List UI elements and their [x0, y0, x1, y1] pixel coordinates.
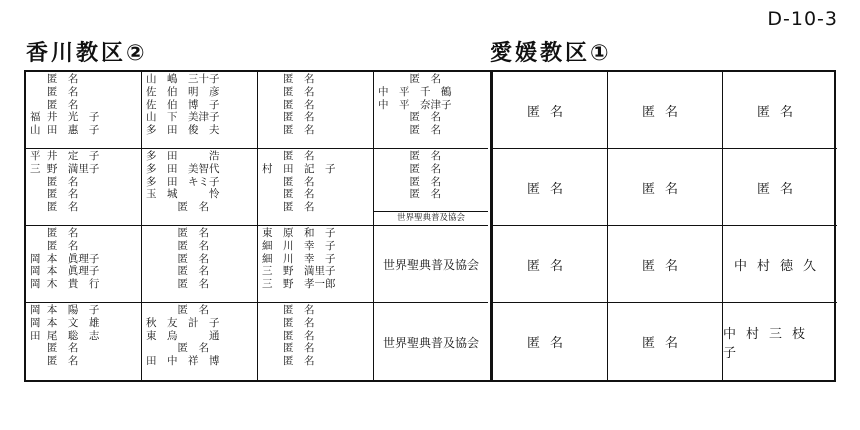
kagawa-cell [26, 72, 142, 148]
kagawa-cell [26, 149, 142, 225]
name-line: 佐 伯 博 子 [146, 98, 220, 111]
section-title-kagawa: 香川教区② [26, 41, 148, 66]
ehime-block [490, 72, 837, 380]
ehime-cell: 匿名 [493, 149, 608, 225]
name-line: 山 嶋 三十子 [146, 73, 220, 85]
ehime-cell: 匿名 [608, 149, 723, 225]
kagawa-cell [258, 226, 374, 302]
name-line: 匿 名 [30, 239, 79, 252]
organization-name: 世界聖典普及協会 [382, 335, 479, 350]
kagawa-cell [26, 226, 142, 302]
name-line: 匿 名 [30, 201, 79, 214]
name-line: 岡 本 陽 子 [30, 304, 100, 316]
name-line: 匿 名 [30, 73, 79, 85]
ehime-cell: 中村三枝子 [723, 326, 816, 361]
ehime-cell: 匿名 [608, 72, 723, 148]
name-line: 匿 名 [262, 355, 315, 368]
name-line: 多 田 俊 夫 [146, 124, 220, 137]
name-line: 匿 名 [262, 188, 315, 201]
kagawa-cell [374, 72, 488, 148]
ehime-cell: 匿名 [608, 226, 723, 302]
name-line: 田 中 祥 博 [146, 355, 220, 368]
name-line: 中 平 奈津子 [378, 98, 452, 111]
kagawa-cell [258, 72, 374, 148]
ehime-row-1 [493, 72, 837, 149]
kagawa-cell [142, 72, 258, 148]
kagawa-cell [258, 149, 374, 225]
name-line: 佐 伯 明 彦 [146, 85, 220, 98]
name-line: 匿 名 [262, 329, 315, 342]
kagawa-row-2 [26, 149, 488, 226]
name-line: 匿 名 [378, 150, 441, 162]
name-line: 匿 名 [146, 304, 209, 316]
section-title-ehime: 愛媛教区① [490, 41, 612, 66]
name-line: 三 野 孝一郎 [262, 278, 336, 291]
name-line: 匿 名 [30, 85, 79, 98]
ehime-cell: 匿名 [608, 303, 723, 380]
kagawa-cell [142, 303, 258, 380]
name-line: 匿 名 [30, 175, 79, 188]
ehime-row-2 [493, 149, 837, 226]
name-line: 岡 本 眞理子 [30, 265, 100, 278]
kagawa-row-3 [26, 226, 488, 303]
organization-name: 世界聖典普及協会 [374, 211, 488, 225]
name-line: 田 尾 聡 志 [30, 329, 100, 342]
name-line: 匿 名 [262, 175, 315, 188]
name-line: 細 川 幸 子 [262, 252, 336, 265]
name-line: 匿 名 [262, 150, 315, 162]
document-code: D-10-3 [767, 8, 838, 30]
name-line: 山 田 惠 子 [30, 124, 100, 137]
kagawa-row-1 [26, 72, 488, 149]
name-line: 東 烏 通 [146, 329, 220, 342]
name-line: 匿 名 [146, 239, 209, 252]
name-line: 匿 名 [262, 124, 315, 137]
kagawa-cell [26, 303, 142, 380]
kagawa-row-4 [26, 303, 488, 380]
name-line: 匿 名 [262, 304, 315, 316]
name-line: 匿 名 [378, 73, 441, 85]
name-line: 秋 友 計 子 [146, 316, 220, 329]
name-line: 匿 名 [146, 278, 209, 291]
ehime-row-4 [493, 303, 837, 380]
ehime-cell: 匿名 [493, 303, 608, 380]
donor-board [24, 70, 836, 382]
kagawa-cell [374, 149, 488, 225]
name-line: 匿 名 [30, 342, 79, 355]
name-line: 東 原 和 子 [262, 227, 336, 239]
name-line: 中 平 千 鶴 [378, 85, 452, 98]
name-line: 匿 名 [146, 227, 209, 239]
name-line: 多 田 キミ子 [146, 175, 220, 188]
ehime-cell: 中村徳久 [733, 258, 826, 274]
name-line: 匿 名 [262, 85, 315, 98]
name-line: 匿 名 [262, 73, 315, 85]
name-line: 村 田 記 子 [262, 162, 336, 175]
name-line: 匿 名 [262, 98, 315, 111]
name-line: 匿 名 [146, 252, 209, 265]
name-line: 岡 本 眞理子 [30, 252, 100, 265]
name-line: 平 井 定 子 [30, 150, 100, 162]
name-line: 匿 名 [378, 175, 441, 188]
name-line: 山 下 美津子 [146, 111, 220, 124]
name-line: 匿 名 [262, 111, 315, 124]
name-line: 匿 名 [378, 188, 441, 201]
name-line: 匿 名 [30, 98, 79, 111]
kagawa-block [26, 72, 488, 380]
kagawa-cell [142, 149, 258, 225]
name-line: 三 野 満里子 [30, 162, 100, 175]
name-line: 匿 名 [146, 201, 209, 214]
name-line: 匿 名 [146, 265, 209, 278]
name-line: 匿 名 [378, 162, 441, 175]
kagawa-cell [258, 303, 374, 380]
name-line: 匿 名 [30, 188, 79, 201]
name-line: 玉 城 怜 [146, 188, 220, 201]
name-line: 匿 名 [262, 342, 315, 355]
name-line: 多 田 浩 [146, 150, 220, 162]
ehime-cell: 匿名 [756, 104, 803, 120]
name-line: 匿 名 [146, 342, 209, 355]
name-line: 匿 名 [378, 111, 441, 124]
name-line: 匿 名 [30, 227, 79, 239]
ehime-cell: 匿名 [756, 181, 803, 197]
name-line: 福 井 光 子 [30, 111, 100, 124]
name-line: 匿 名 [378, 124, 441, 137]
name-line: 匿 名 [30, 355, 79, 368]
name-line: 岡 本 文 雄 [30, 316, 100, 329]
name-line: 匿 名 [262, 201, 315, 214]
ehime-row-3 [493, 226, 837, 303]
name-line: 三 野 満里子 [262, 265, 336, 278]
kagawa-cell [142, 226, 258, 302]
ehime-cell: 匿名 [493, 72, 608, 148]
name-line: 岡 木 貴 行 [30, 278, 100, 291]
name-line: 細 川 幸 子 [262, 239, 336, 252]
name-line: 匿 名 [262, 316, 315, 329]
ehime-cell: 匿名 [493, 226, 608, 302]
organization-name: 世界聖典普及協会 [382, 258, 479, 272]
name-line: 多 田 美智代 [146, 162, 220, 175]
